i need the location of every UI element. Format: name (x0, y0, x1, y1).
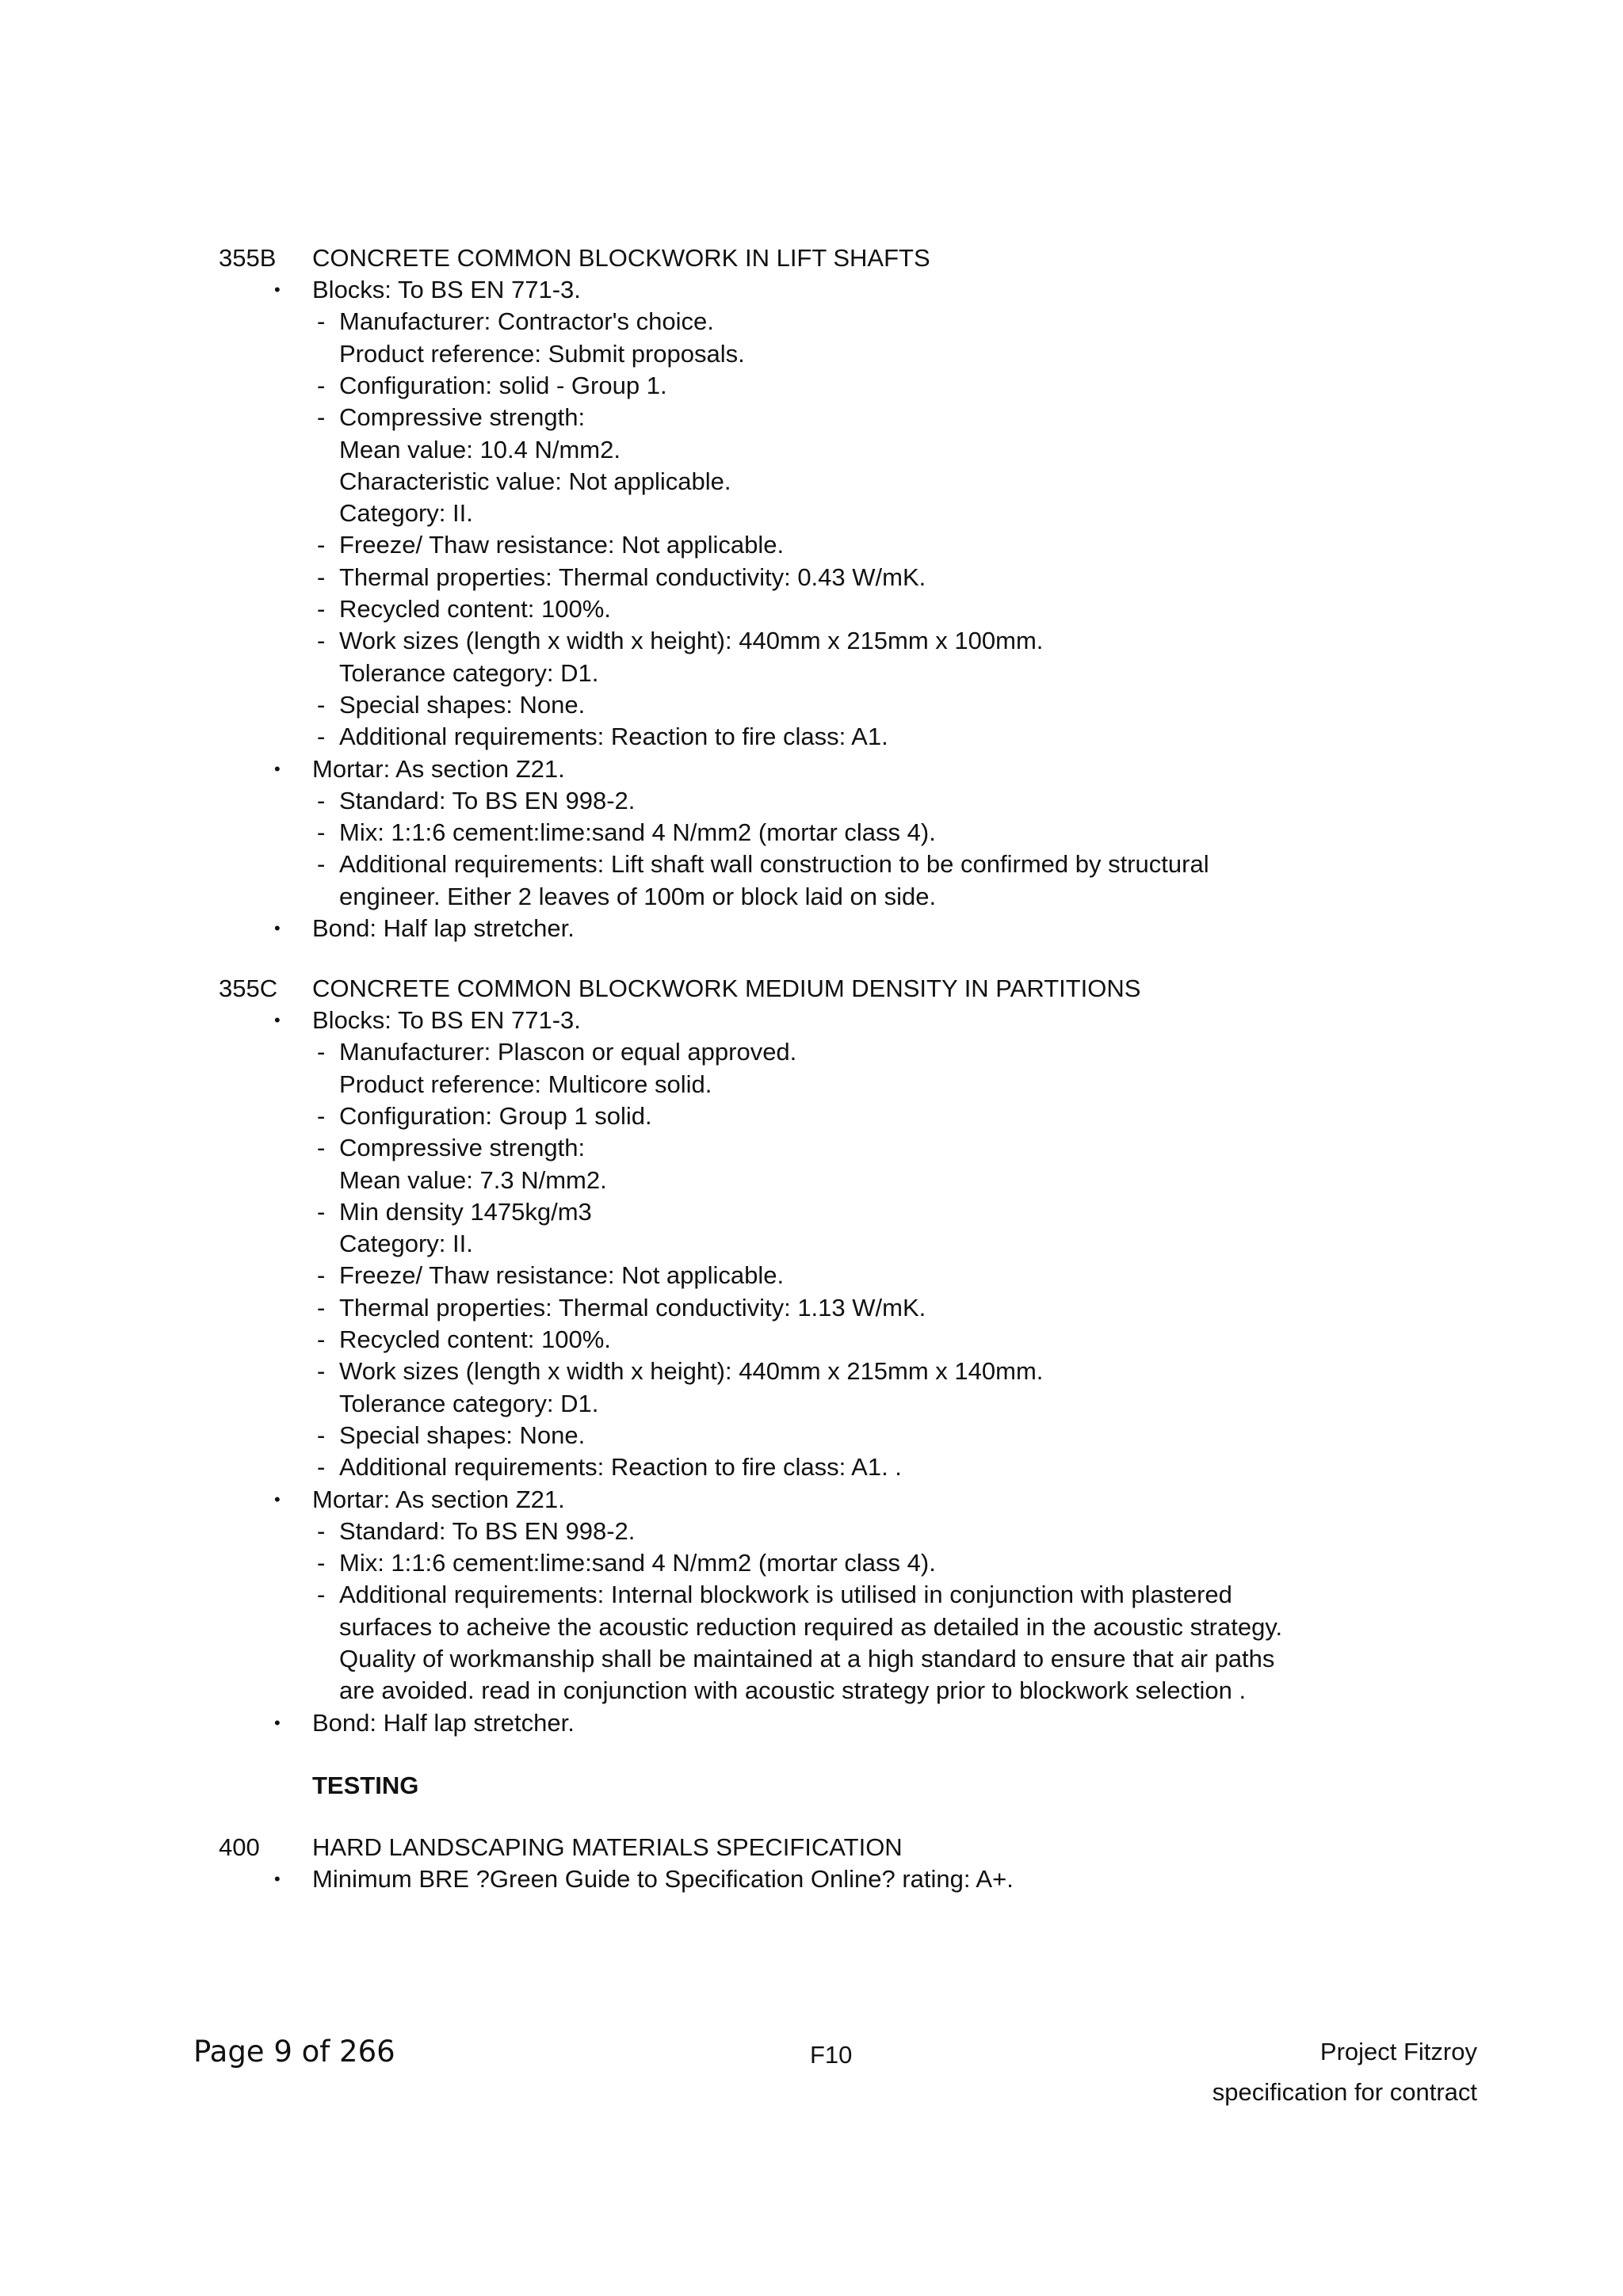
sub-item: Work sizes (length x width x height): 440mm x 215mm x 100mm. (339, 627, 1044, 655)
sub-item-continuation: Tolerance category: D1. (339, 1389, 599, 1417)
dash-marker: - (317, 1453, 326, 1482)
dash-marker: - (317, 850, 326, 879)
sub-item: Configuration: Group 1 solid. (339, 1101, 652, 1130)
dash-marker: - (317, 307, 326, 336)
sub-item-continuation: Category: II. (339, 499, 473, 528)
sub-item: Freeze/ Thaw resistance: Not applicable. (339, 1261, 785, 1290)
clause-title-355b: CONCRETE COMMON BLOCKWORK IN LIFT SHAFTS (312, 244, 930, 272)
sub-item: Additional requirements: Reaction to fire class: A1. (339, 723, 888, 751)
bullet-item: Mortar: As section Z21. (312, 1485, 565, 1513)
sub-item: Configuration: solid - Group 1. (339, 371, 667, 399)
bullet-item: Blocks: To BS EN 771-3. (312, 1006, 581, 1034)
section-heading-testing: TESTING (312, 1772, 419, 1799)
dash-marker: - (317, 1134, 326, 1162)
bullet-marker: • (274, 1010, 281, 1030)
sub-item-continuation: Mean value: 10.4 N/mm2. (339, 435, 621, 463)
dash-marker: - (317, 1197, 326, 1226)
sub-item-continuation: Product reference: Multicore solid. (339, 1070, 712, 1098)
sub-item: Manufacturer: Plascon or equal approved. (339, 1038, 797, 1066)
bullet-marker: • (274, 918, 281, 938)
sub-item-continuation: Product reference: Submit proposals. (339, 339, 745, 368)
bullet-marker: • (274, 280, 281, 299)
sub-item: Min density 1475kg/m3 (339, 1197, 592, 1226)
sub-item: Special shapes: None. (339, 1421, 586, 1449)
dash-marker: - (317, 595, 326, 623)
bullet-item: Bond: Half lap stretcher. (312, 1708, 575, 1737)
dash-marker: - (317, 786, 326, 814)
dash-marker: - (317, 403, 326, 432)
dash-marker: - (317, 723, 326, 751)
bullet-item: Minimum BRE ?Green Guide to Specification Online? rating: A+. (312, 1865, 1014, 1893)
sub-item-continuation: Quality of workmanship shall be maintained at a high standard to ensure that air paths (339, 1645, 1275, 1672)
sub-item: Mix: 1:1:6 cement:lime:sand 4 N/mm2 (mortar class 4). (339, 818, 936, 847)
sub-item: Thermal properties: Thermal conductivity: 0.43 W/mK. (339, 563, 926, 591)
sub-item: Freeze/ Thaw resistance: Not applicable. (339, 531, 785, 559)
sub-item: Standard: To BS EN 998-2. (339, 1516, 636, 1545)
dash-marker: - (317, 1421, 326, 1449)
dash-marker: - (317, 531, 326, 559)
bullet-marker: • (274, 1712, 281, 1733)
dash-marker: - (317, 627, 326, 655)
sub-item-continuation: Characteristic value: Not applicable. (339, 467, 731, 495)
sub-item-continuation: Category: II. (339, 1230, 473, 1258)
sub-item: Additional requirements: Reaction to fire class: A1. . (339, 1453, 902, 1482)
dash-marker: - (317, 1293, 326, 1322)
sub-item-continuation: engineer. Either 2 leaves of 100m or block laid on side. (339, 882, 937, 910)
bullet-marker: • (274, 1869, 281, 1889)
sub-item: Standard: To BS EN 998-2. (339, 786, 636, 814)
sub-item: Mix: 1:1:6 cement:lime:sand 4 N/mm2 (mortar class 4). (339, 1549, 936, 1577)
sub-item: Work sizes (length x width x height): 440mm x 215mm x 140mm. (339, 1357, 1044, 1386)
dash-marker: - (317, 563, 326, 591)
bullet-item: Bond: Half lap stretcher. (312, 914, 575, 942)
dash-marker: - (317, 1549, 326, 1577)
sub-item-continuation: surfaces to acheive the acoustic reduction required as detailed in the acoustic strategy. (339, 1612, 1283, 1641)
dash-marker: - (317, 690, 326, 719)
dash-marker: - (317, 1101, 326, 1130)
dash-marker: - (317, 1357, 326, 1386)
sub-item-continuation: are avoided. read in conjunction with acoustic strategy prior to blockwork selection . (339, 1676, 1247, 1705)
dash-marker: - (317, 1581, 326, 1609)
bullet-item: Mortar: As section Z21. (312, 754, 565, 783)
sub-item: Compressive strength: (339, 1134, 586, 1162)
dash-marker: - (317, 371, 326, 399)
sub-item: Special shapes: None. (339, 690, 586, 719)
sub-item: Recycled content: 100%. (339, 595, 611, 623)
bullet-item: Blocks: To BS EN 771-3. (312, 276, 581, 303)
bullet-marker: • (274, 758, 281, 779)
sub-item: Additional requirements: Lift shaft wall construction to be confirmed by structural (339, 850, 1209, 879)
sub-item-continuation: Tolerance category: D1. (339, 658, 599, 687)
footer-project-name: Project Fitzroy (1319, 2038, 1477, 2065)
dash-marker: - (317, 818, 326, 847)
clause-number-355c: 355C (219, 974, 278, 1002)
sub-item: Recycled content: 100%. (339, 1325, 611, 1353)
clause-title-355c: CONCRETE COMMON BLOCKWORK MEDIUM DENSITY IN PARTITIONS (312, 974, 1141, 1002)
sub-item: Thermal properties: Thermal conductivity: 1.13 W/mK. (339, 1293, 926, 1322)
dash-marker: - (317, 1038, 326, 1066)
footer-project-subtitle: specification for contract (1212, 2078, 1477, 2106)
sub-item: Additional requirements: Internal blockwork is utilised in conjunction with plastered (339, 1581, 1232, 1609)
sub-item: Manufacturer: Contractor's choice. (339, 307, 714, 336)
footer-page-number: Page 9 of 266 (193, 2035, 395, 2069)
footer-section-code: F10 (810, 2041, 853, 2069)
dash-marker: - (317, 1516, 326, 1545)
footer-project (1212, 2031, 1477, 2112)
bullet-marker: • (274, 1489, 281, 1509)
clause-number-355b: 355B (219, 244, 277, 272)
dash-marker: - (317, 1261, 326, 1290)
clause-title-400: HARD LANDSCAPING MATERIALS SPECIFICATION (312, 1833, 903, 1861)
clause-number-400: 400 (219, 1833, 260, 1861)
sub-item: Compressive strength: (339, 403, 586, 432)
dash-marker: - (317, 1325, 326, 1353)
sub-item-continuation: Mean value: 7.3 N/mm2. (339, 1165, 607, 1194)
